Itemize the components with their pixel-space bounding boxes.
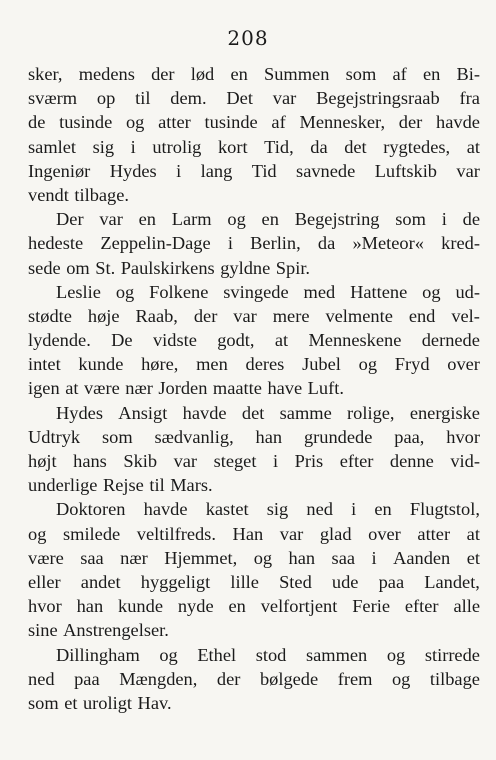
text-line: underlige Rejse til Mars.: [28, 475, 213, 496]
text-line: eller andet hyggeligt lille Sted ude paa Landet,: [28, 571, 480, 592]
text-line: hvor han kunde nyde en velfortjent Ferie efter alle: [28, 596, 480, 617]
text-line: sker, medens der lød en Summen som af en Bi-: [28, 64, 480, 84]
text-line: Leslie og Folkene svingede med Hattene og ud-: [56, 281, 480, 302]
text-line: hedeste Zeppelin-Dage i Berlin, da »Meteor« kred-: [28, 233, 480, 254]
text-line: vendt tilbage.: [28, 184, 130, 205]
text-line: samlet sig i utrolig kort Tid, da det rygtedes, at: [28, 136, 480, 157]
text-line: Udtryk som sædvanlig, han grundede paa, hvor: [28, 426, 480, 447]
text-line: ned paa Mængden, der bølgede frem og tilbage: [28, 668, 480, 689]
paragraph: [28, 497, 480, 642]
text-line: Doktoren havde kastet sig ned i en Flugtstol,: [56, 499, 480, 520]
text-line: Ingeniør Hydes i lang Tid savnede Luftskib var: [28, 160, 480, 181]
text-line: være saa nær Hjemmet, og han saa i Aanden et: [28, 547, 480, 568]
paragraph: [28, 62, 480, 207]
body-text: [28, 62, 480, 715]
text-line: de tusinde og atter tusinde af Mennesker, der havde: [28, 112, 480, 133]
text-line: Dillingham og Ethel stod sammen og stirrede: [56, 644, 480, 665]
text-line: stødte høje Raab, der var mere velmente end vel-: [28, 305, 480, 326]
text-line: intet kunde høre, men deres Jubel og Fryd over: [28, 354, 480, 375]
text-line: sede om St. Paulskirkens gyldne Spir.: [28, 257, 311, 278]
text-line: igen at være nær Jorden maatte have Luft.: [28, 378, 344, 399]
text-line: sværm op til dem. Det var Begejstringsraab fra: [28, 88, 480, 109]
text-line: højt hans Skib var steget i Pris efter denne vid-: [28, 451, 480, 471]
paragraph: [28, 207, 480, 280]
text-line: som et uroligt Hav.: [28, 692, 172, 713]
text-line: lydende. De vidste godt, at Menneskene dernede: [28, 330, 480, 351]
text-line: Hydes Ansigt havde det samme rolige, energiske: [56, 402, 480, 423]
text-line: Der var en Larm og en Begejstring som i de: [56, 209, 480, 230]
page-number: 208: [227, 26, 269, 50]
paragraph: [28, 643, 480, 716]
text-line: sine Anstrengelser.: [28, 620, 169, 641]
text-line: og smilede veltilfreds. Han var glad over atter at: [28, 523, 480, 544]
paragraph: [28, 280, 480, 401]
paragraph: [28, 401, 480, 498]
